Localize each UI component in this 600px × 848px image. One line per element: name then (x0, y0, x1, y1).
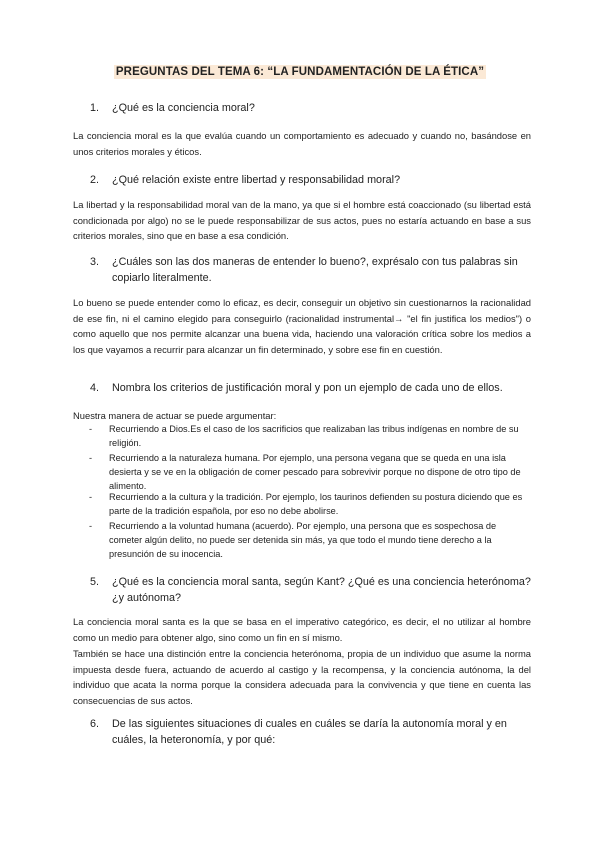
answer-3: Lo bueno se puede entender como lo eficaz, es decir, conseguir un objetivo sin cuestionarnos la racionalidad de ese fin, ni el camino elegido para conseguirlo (racionalidad instrumental→ "el fin justifica los medios") o como aquello que nos permite alcanzar una buena vida, haciendo una valoración crítica sobre los medios a los que vayamos a recurrir para alcanzar un fin determinado, y sobre ese fin en cuestión. (73, 297, 531, 355)
question-number: 3. (90, 256, 100, 268)
question-number: 5. (90, 576, 100, 588)
list-item-text: Recurriendo a la naturaleza humana. Por ejemplo, una persona vegana que se queda en una isla desierta y se ve en la obligación de comer pescado para sobrevivir porque no dispone de otro tipo de alimento. (109, 453, 521, 492)
list-item (89, 490, 523, 518)
question-number: 2. (90, 174, 100, 186)
list-item-text: Recurriendo a la cultura y la tradición. Por ejemplo, los taurinos defienden su postura diciendo que es parte de la tradición española, por eso no debe abolirse. (109, 492, 523, 517)
question-text: ¿Qué es la conciencia moral? (112, 102, 255, 114)
question-6 (90, 716, 532, 748)
bullet-dash: - (89, 492, 93, 502)
document-title: PREGUNTAS DEL TEMA 6: “LA FUNDAMENTACIÓN DE LA ÉTICA” (115, 66, 485, 78)
list-item-text: Recurriendo a la voluntad humana (acuerdo). Por ejemplo, una persona que es sospechosa de cometer algún delito, no puede ser detenida sin más, ya que todo el mundo tiene derecho a la presunción de su inocencia. (109, 521, 497, 560)
question-4 (90, 380, 532, 396)
question-number: 1. (90, 102, 100, 114)
list-item-text: Recurriendo a Dios.Es el caso de los sacrificios que realizaban las tribus indígenas en nombre de su religión. (109, 424, 519, 449)
list-item (89, 519, 523, 562)
question-text: ¿Cuáles son las dos maneras de entender lo bueno?, exprésalo con tus palabras sin copiarlo literalmente. (112, 256, 518, 284)
bullet-dash: - (89, 521, 93, 531)
question-text: Nombra los criterios de justificación moral y pon un ejemplo de cada uno de ellos. (112, 382, 503, 394)
question-1 (90, 100, 532, 116)
answer-2: La libertad y la responsabilidad moral van de la mano, ya que si el hombre está coaccionado (su libertad está condicionada por algo) no se le puede responsabilizar de sus actos, pues no estaría actuando en base a sus criterios morales, sino que en base a esa condición. (73, 199, 531, 242)
answer-5-continued: También se hace una distinción entre la conciencia heterónoma, propia de un individuo que asume la norma impuesta desde fuera, actuando de acuerdo al castigo y la recompensa, y la conciencia autónoma, la del individuo que acata la norma porque la considera adecuada para la convivencia y que tiene en cuenta las consecuencias de sus actos. (73, 648, 531, 706)
bullet-dash: - (89, 424, 93, 434)
question-number: 4. (90, 382, 100, 394)
answer-5: La conciencia moral santa es la que se basa en el imperativo categórico, es decir, el no utilizar al hombre como un medio para obtener algo, sino como un fin en sí mismo. (73, 616, 531, 643)
question-text: ¿Qué relación existe entre libertad y responsabilidad moral? (112, 174, 401, 186)
question-3 (90, 254, 532, 286)
question-text: ¿Qué es la conciencia moral santa, según Kant? ¿Qué es una conciencia heterónoma? ¿y autónoma? (112, 576, 531, 604)
question-2 (90, 172, 532, 188)
list-item (89, 422, 523, 450)
answer-1: La conciencia moral es la que evalúa cuando un comportamiento es adecuado y cuando no, basándose en unos criterios morales y éticos. (73, 130, 531, 157)
question-text: De las siguientes situaciones di cuales en cuáles se daría la autonomía moral y en cuáles, la heteronomía, y por qué: (112, 718, 507, 746)
bullet-dash: - (89, 453, 93, 463)
question-5 (90, 574, 532, 606)
list-item (89, 451, 523, 494)
answer-4-intro: Nuestra manera de actuar se puede argumentar: (73, 410, 277, 421)
question-number: 6. (90, 718, 100, 730)
